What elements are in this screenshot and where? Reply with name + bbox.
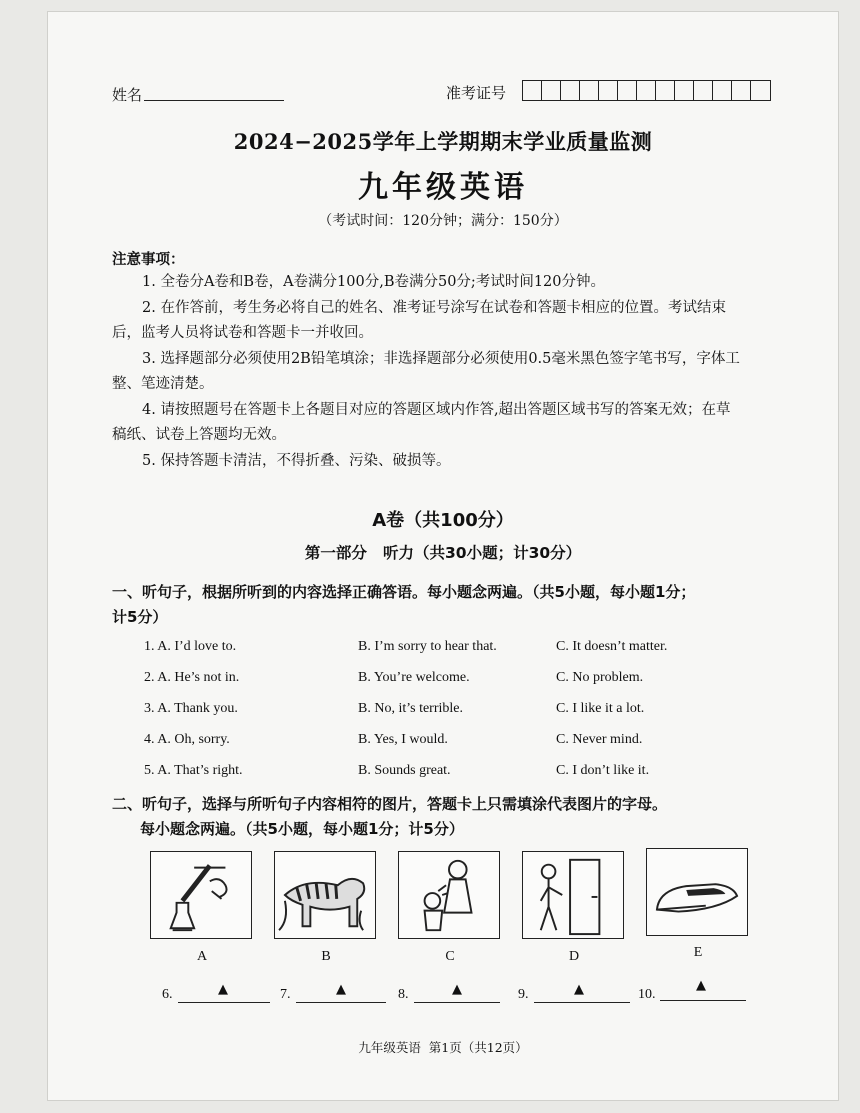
picture-label: E	[693, 945, 703, 960]
q4-option-a: 4. A. Oh, sorry.	[144, 732, 230, 747]
question-two-heading-line: 每小题念两遍。（共5小题，每小题1分；计5分）	[140, 820, 464, 838]
blank-marker: ▲	[574, 982, 584, 997]
note-item: 后，监考人员将试卷和答题卡一并收回。	[112, 325, 373, 341]
answer-blank[interactable]	[414, 1002, 500, 1003]
blank-marker: ▲	[452, 982, 462, 997]
picture-label: C	[445, 949, 455, 964]
note-item: 4. 请按照题号在答题卡上各题目对应的答题区域内作答,超出答题区域书写的答案无效；在草	[142, 401, 731, 418]
question-two-heading	[112, 792, 812, 842]
q5-option-b: B. Sounds great.	[358, 763, 451, 778]
exam-title: 2024−2025学年上学期期末学业质量监测	[233, 129, 653, 154]
q4-option-b: B. Yes, I would.	[358, 732, 448, 747]
q1-option-c: C. It doesn’t matter.	[556, 639, 668, 654]
section-a-title: A卷（共100分）	[372, 510, 514, 531]
name-field[interactable]	[144, 100, 284, 101]
blank-marker: ▲	[218, 982, 228, 997]
blank-number: 6.	[162, 987, 173, 1002]
q5-option-a: 5. A. That’s right.	[144, 763, 243, 778]
q4-option-c: C. Never mind.	[556, 732, 643, 747]
answer-blank[interactable]	[660, 1000, 746, 1001]
picture-label: A	[196, 949, 208, 964]
chemistry-experiment-icon	[150, 851, 252, 939]
note-item: 1. 全卷分A卷和B卷，A卷满分100分,B卷满分50分;考试时间120分钟。	[142, 274, 605, 290]
subject-title: 九年级英语	[358, 170, 528, 205]
q2-option-b: B. You’re welcome.	[358, 670, 470, 685]
blank-number: 8.	[398, 987, 409, 1002]
exam-no-boxes[interactable]	[522, 80, 771, 101]
blank-number: 7.	[280, 987, 291, 1002]
answer-blank[interactable]	[534, 1002, 630, 1003]
notes-list	[112, 270, 792, 474]
exam-page	[48, 12, 838, 1100]
part-one-title: 第一部分 听力（共30小题；计30分）	[304, 544, 582, 562]
q5-option-c: C. I don’t like it.	[556, 763, 650, 778]
person-door-icon	[522, 851, 624, 939]
note-item: 2. 在作答前，考生务必将自己的姓名、准考证号涂写在试卷和答题卡相应的位置。考试结束	[142, 299, 726, 316]
note-item: 5. 保持答题卡清洁，不得折叠、污染、破损等。	[142, 452, 451, 469]
hairdresser-icon	[398, 851, 500, 939]
question-one-heading-line: 一、听句子，根据所听到的内容选择正确答语。每小题念两遍。（共5小题，每小题1分；	[112, 583, 696, 601]
note-item: 整、笔迹清楚。	[112, 376, 214, 392]
q3-option-b: B. No, it’s terrible.	[358, 701, 463, 716]
q3-option-c: C. I like it a lot.	[556, 701, 645, 716]
exam-no-label: 准考证号	[446, 84, 507, 102]
question-one-heading	[112, 580, 792, 630]
blank-number: 9.	[518, 987, 529, 1002]
name-label: 姓名	[112, 86, 143, 104]
q2-option-c: C. No problem.	[556, 670, 644, 685]
note-item: 稿纸、试卷上答题均无效。	[112, 427, 286, 443]
q2-option-a: 2. A. He’s not in.	[144, 670, 240, 685]
notes-heading: 注意事项：	[112, 251, 185, 268]
blank-marker: ▲	[336, 982, 346, 997]
question-two-heading-line: 二、听句子，选择与所听句子内容相符的图片，答题卡上只需填涂代表图片的字母。	[112, 795, 668, 813]
blank-number: 10.	[638, 987, 656, 1002]
q1-option-b: B. I’m sorry to hear that.	[358, 639, 497, 654]
blank-marker: ▲	[696, 978, 706, 993]
high-speed-train-icon	[646, 848, 748, 936]
answer-blank[interactable]	[296, 1002, 386, 1003]
q3-option-a: 3. A. Thank you.	[144, 701, 238, 716]
answer-blank[interactable]	[178, 1002, 270, 1003]
note-item: 3. 选择题部分必须使用2B铅笔填涂；非选择题部分必须使用0.5毫米黑色签字笔书写，字体工	[142, 350, 740, 367]
page-footer: 九年级英语 第1页（共12页）	[358, 1040, 528, 1055]
tiger-icon	[274, 851, 376, 939]
q1-option-a: 1. A. I’d love to.	[144, 639, 237, 654]
picture-label: D	[568, 949, 580, 964]
question-one-heading-line: 计5分）	[112, 608, 168, 626]
exam-time-info: （考试时间：120分钟；满分：150分）	[318, 213, 568, 229]
picture-label: B	[321, 949, 331, 964]
